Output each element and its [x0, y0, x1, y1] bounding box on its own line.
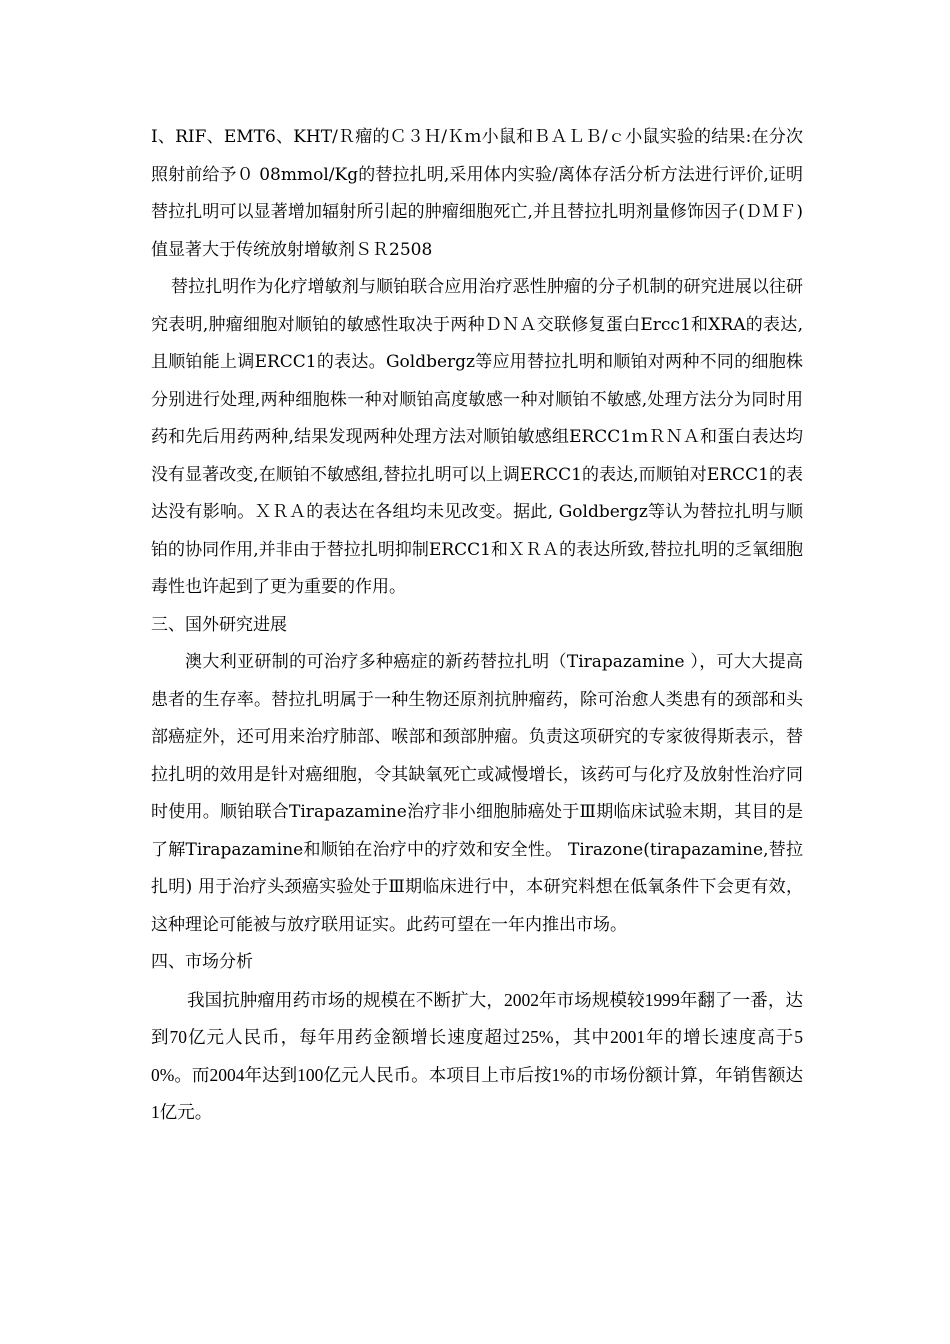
paragraph-market-analysis: 我国抗肿瘤用药市场的规模在不断扩大，2002年市场规模较1999年翻了一番，达到70亿元人民币，每年用药金额增长速度超过25%，其中2001年的增长速度高于50%。而2004年达到100亿元人民币。本项目上市后按1%的市场份额计算，年销售额达1亿元。: [151, 989, 803, 1122]
section-heading-foreign-research: 三、国外研究进展: [151, 614, 287, 635]
paragraph-cisplatin-mechanism: 替拉扎明作为化疗增敏剂与顺铂联合应用治疗恶性肿瘤的分子机制的研究进展以往研究表明,肿瘤细胞对顺铂的敏感性取决于两种ＤＮＡ交联修复蛋白Ercc1和XRA的表达,且顺铂能上调ERCC1的表达。Goldbergz等应用替拉扎明和顺铂对两种不同的细胞株分别进行处理,两种细胞株一种对顺铂高度敏感一种对顺铂不敏感,处理方法分为同时用药和先后用药两种,结果发现两种处理方法对顺铂敏感组ERCC1ｍＲＮＡ和蛋白表达均没有显著改变,在顺铂不敏感组,替拉扎明可以上调ERCC1的表达,而顺铂对ERCC1的表达没有影响。ＸＲＡ的表达在各组均未见改变。据此, Goldbergz等认为替拉扎明与顺铂的协同作用,并非由于替拉扎明抑制ERCC1和ＸＲＡ的表达所致,替拉扎明的乏氧细胞毒性也许起到了更为重要的作用。: [151, 277, 803, 597]
paragraph-foreign-research: 澳大利亚研制的可治疗多种癌症的新药替拉扎明（Tirapazamine ），可大大提高患者的生存率。替拉扎明属于一种生物还原剂抗肿瘤药，除可治愈人类患有的颈部和头部癌症外，还可用来治疗肺部、喉部和颈部肿瘤。负责这项研究的专家彼得斯表示，替拉扎明的效用是针对癌细胞，令其缺氧死亡或减慢增长，该药可与化疗及放射性治疗同时使用。顺铂联合Tirapazamine治疗非小细胞肺癌处于Ⅲ期临床试验末期，其目的是了解Tirapazamine和顺铂在治疗中的疗效和安全性。 Tirazone(tirapazamine,替拉扎明) 用于治疗头颈癌实验处于Ⅲ期临床进行中，本研究料想在低氧条件下会更有效，这种理论可能被与放疗联用证实。此药可望在一年内推出市场。: [151, 652, 803, 935]
section-heading-market-analysis: 四、市场分析: [151, 952, 253, 972]
paragraph-radiation-sensitizer-results: Ⅰ、RIF、EMT6、KHT/Ｒ瘤的Ｃ３Ｈ/Ｋｍ小鼠和ＢＡＬＢ/ｃ小鼠实验的结果:在分次照射前给予０ 08mmol/Kg的替拉扎明,采用体内实验/离体存活分析方法进行评价,证明替拉扎明可以显著增加辐射所引起的肿瘤细胞死亡,并且替拉扎明剂量修饰因子(ＤＭＦ)值显著大于传统放射增敏剂ＳＲ2508: [151, 127, 803, 260]
document-body: [151, 119, 803, 1132]
